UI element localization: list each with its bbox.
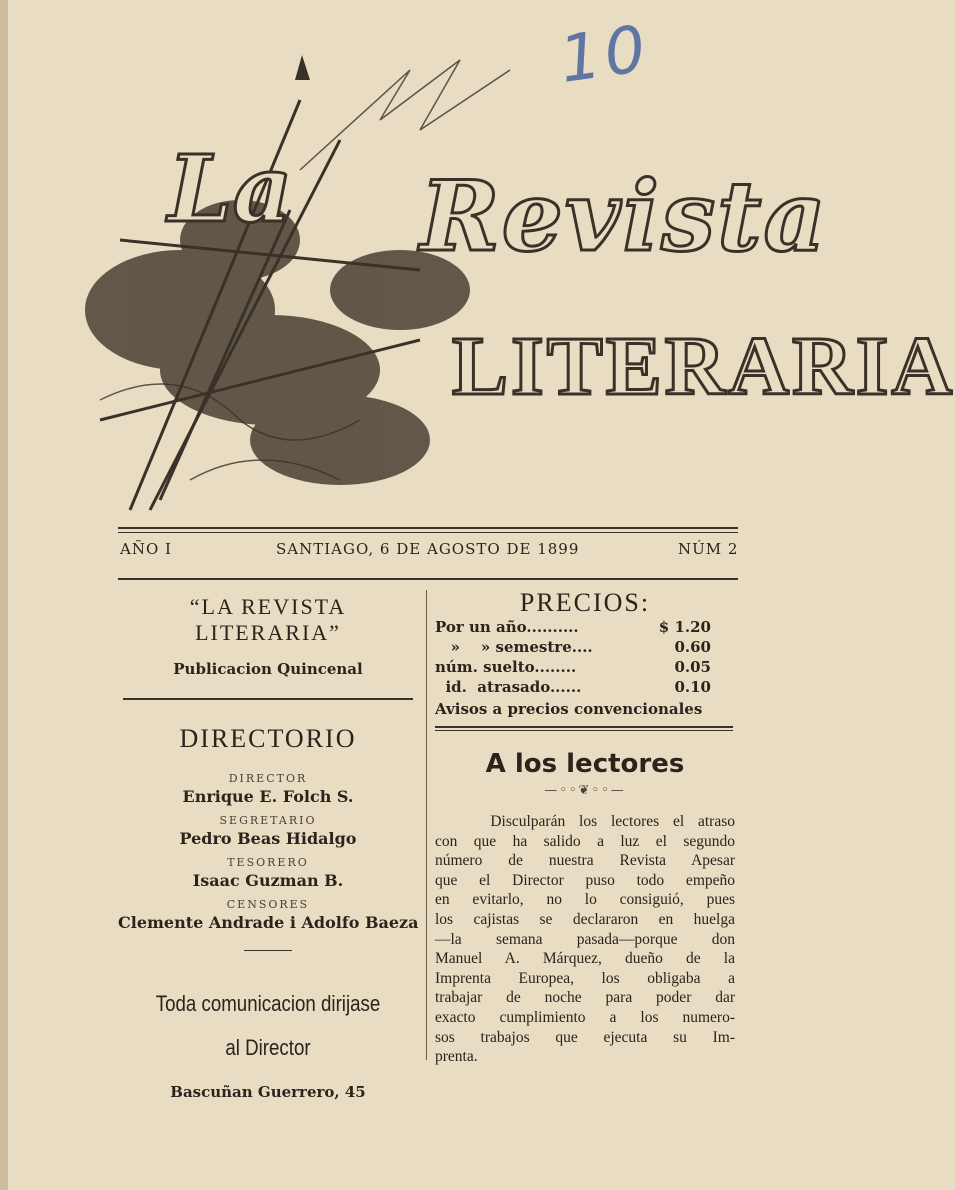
right-rule-thin (435, 730, 733, 731)
dateline-rule (118, 578, 738, 580)
price-label: núm. suelto........ (435, 658, 577, 676)
masthead-illustration (40, 40, 800, 530)
article-line: trabajar de noche para poder dar (435, 989, 735, 1007)
publication-subtitle: Publicacion Quincenal (173, 660, 363, 678)
article-line: que el Director puso todo empeño (435, 871, 735, 889)
article-title: A los lectores (485, 749, 685, 779)
dateline-year: AÑO I (120, 540, 172, 558)
price-value: 0.10 (674, 678, 711, 696)
masthead (40, 40, 955, 530)
article-line: Imprenta Europea, los obligaba a (435, 969, 735, 987)
price-label: » » semestre.... (435, 638, 593, 656)
top-rule-thin (118, 532, 738, 533)
staff-role-censores: CENSORES (226, 898, 310, 911)
staff-name-tesorero: Isaac Guzman B. (192, 871, 344, 890)
price-value: 0.60 (674, 638, 711, 656)
staff-name-censores: Clemente Andrade i Adolfo Baeza (118, 913, 419, 932)
article-body (435, 812, 735, 1067)
article-line: —la semana pasada—porque don (435, 930, 735, 948)
directorio-title: DIRECTORIO (179, 724, 357, 753)
article-line: los cajistas se declararon en huelga (435, 910, 735, 928)
left-rule (123, 698, 413, 700)
price-row (435, 638, 735, 658)
article-line: número de nuestra Revista Apesar (435, 852, 735, 870)
ornament-divider: —◦◦❦◦◦— (544, 783, 626, 798)
left-short-rule (244, 950, 292, 951)
staff-name-secretario: Pedro Beas Hidalgo (179, 829, 357, 848)
top-rule (118, 527, 738, 529)
publication-title: “LA REVISTA LITERARIA” (189, 594, 347, 645)
article-line: con que ha salido a luz el segundo (435, 832, 735, 850)
masthead-word-revista: Revista (420, 160, 828, 273)
communication-line-2: al Director (225, 1035, 311, 1060)
article-line: exacto cumplimiento a los numero- (435, 1008, 735, 1026)
price-value: 0.05 (674, 658, 711, 676)
right-column (435, 588, 735, 1067)
address: Bascuñan Guerrero, 45 (170, 1083, 366, 1101)
dateline-place-date: SANTIAGO, 6 DE AGOSTO DE 1899 (276, 540, 580, 558)
column-divider (426, 590, 427, 1060)
article-line: en evitarlo, no lo consiguió, pues (435, 891, 735, 909)
price-row (435, 618, 735, 638)
masthead-word-literaria: LITERARIA (452, 320, 955, 413)
left-column (118, 588, 418, 1101)
price-row (435, 678, 735, 698)
staff-name-director: Enrique E. Folch S. (182, 787, 354, 806)
communication-line-1: Toda comunicacion dirijase (155, 991, 381, 1016)
staff-role-secretario: SEGRETARIO (219, 814, 317, 827)
article-line: prenta. (435, 1048, 478, 1066)
price-value: $ 1.20 (658, 618, 711, 636)
price-label: Por un año.......... (435, 618, 579, 636)
page-edge (0, 0, 8, 1190)
article-line: Manuel A. Márquez, dueño de la (435, 950, 735, 968)
right-rule (435, 726, 733, 728)
article-line: Disculparán los lectores el atraso (435, 813, 735, 830)
staff-role-director: DIRECTOR (228, 772, 308, 785)
staff-role-tesorero: TESORERO (227, 856, 309, 869)
avisos-line: Avisos a precios convencionales (435, 700, 703, 718)
masthead-word-la: La (168, 135, 293, 243)
article-line: sos trabajos que ejecuta su Im- (435, 1028, 735, 1046)
dateline-number: NÚM 2 (678, 540, 739, 558)
handwritten-number: 10 (555, 12, 655, 98)
price-row (435, 658, 735, 678)
precios-title: PRECIOS: (519, 588, 651, 617)
price-label: id. atrasado...... (435, 678, 582, 696)
